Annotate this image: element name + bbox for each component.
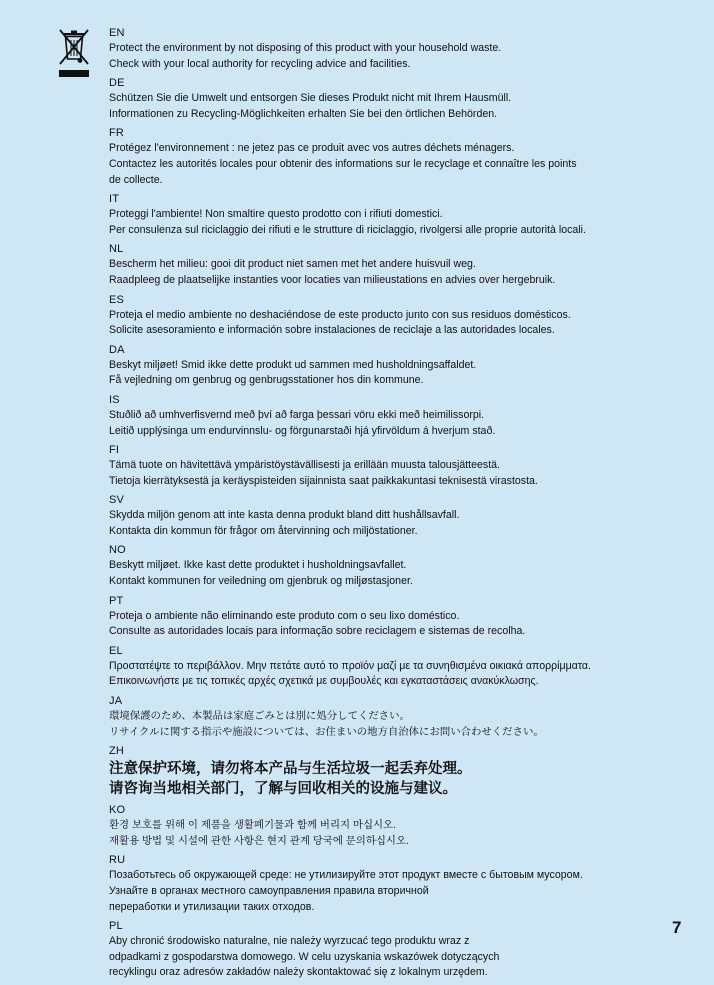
instruction-line: Solicite asesoramiento e información sobre instalaciones de reciclaje a las autoridades locales. <box>109 324 555 337</box>
instruction-line: Protégez l'environnement : ne jetez pas ce produit avec vos autres déchets ménagers. <box>109 142 515 155</box>
language-code: RU <box>109 854 126 867</box>
instruction-line: Beskyt miljøet! Smid ikke dette produkt ud sammen med husholdningsaffaldet. <box>109 358 477 371</box>
section-nl <box>109 242 699 288</box>
language-code: JA <box>109 695 123 708</box>
instruction-line: Proteggi l'ambiente! Non smaltire questo prodotto con i rifiuti domestici. <box>109 208 443 221</box>
section-fr <box>109 126 699 188</box>
section-da <box>109 343 699 389</box>
instruction-line: odpadkami z gospodarstwa domowego. W celu uzyskania wskazówek dotyczących <box>109 950 500 963</box>
language-code: KO <box>109 804 126 817</box>
instruction-line: Tietoja kierrätyksestä ja keräyspisteiden sijainnista saat paikkakuntasi teknisestä virastosta. <box>109 474 538 487</box>
instruction-line: Stuðlið að umhverfisvernd með því að farga þessari vöru ekki með heimilissorpi. <box>109 408 485 421</box>
language-code: FR <box>109 127 125 140</box>
language-code: IT <box>109 193 120 206</box>
instruction-line: Raadpleeg de plaatselijke instanties voor locaties van milieustations en advies over hergebruik. <box>109 273 556 286</box>
instruction-line: Check with your local authority for recycling advice and facilities. <box>109 57 411 70</box>
instruction-line: Προστατέψτε το περιβάλλον. Μην πετάτε αυτό το προϊόν μαζί με τα συνηθισμένα οικιακά απορρίμματα. <box>109 659 591 672</box>
section-ko <box>109 803 699 849</box>
instruction-line: Kontakt kommunen for veiledning om gjenbruk og miljøstasjoner. <box>109 575 413 588</box>
section-en <box>109 26 699 72</box>
language-code: DA <box>109 343 125 356</box>
instruction-line: 環境保護のため、本製品は家庭ごみとは別に処分してください。 <box>109 711 410 723</box>
language-code: NL <box>109 243 124 256</box>
page-number: 7 <box>672 918 682 937</box>
instruction-line: recyklingu oraz adresów zakładów należy skontaktować się z lokalnym urzędem. <box>109 966 488 979</box>
instruction-line: Contactez les autorités locales pour obtenir des informations sur le recyclage et connaître les points <box>109 157 577 170</box>
language-code: NO <box>109 544 126 557</box>
crossed-out-wheeled-bin-icon <box>56 28 92 78</box>
section-pt <box>109 594 699 640</box>
instruction-line: переработки и утилизации таких отходов. <box>109 900 315 913</box>
instruction-line: Beskytt miljøet. Ikke kast dette produktet i husholdningsavfallet. <box>109 559 407 572</box>
section-ru <box>109 853 699 915</box>
language-code: ES <box>109 293 125 306</box>
section-el <box>109 644 699 690</box>
language-code: EL <box>109 644 123 657</box>
section-sv <box>109 493 699 539</box>
section-fi <box>109 443 699 489</box>
language-code: DE <box>109 77 125 90</box>
language-code: IS <box>109 393 120 406</box>
section-es <box>109 293 699 339</box>
instruction-line: Επικοινωνήστε με τις τοπικές αρχές σχετικά με συμβουλές και εγκαταστάσεις ανακύκλωσης. <box>109 675 539 688</box>
instruction-line: 注意保护环境，请勿将本产品与生活垃圾一起丢弃处理。 <box>109 761 472 778</box>
instruction-line: 请咨询当地相关部门，了解与回收相关的设施与建议。 <box>109 781 457 798</box>
section-no <box>109 543 699 589</box>
disposal-instructions <box>109 26 699 985</box>
instruction-line: de collecte. <box>109 173 163 186</box>
instruction-line: Kontakta din kommun för frågor om återvinning och miljöstationer. <box>109 524 418 537</box>
instruction-line: Informationen zu Recycling-Möglichkeiten erhalten Sie bei den örtlichen Behörden. <box>109 107 498 120</box>
instruction-line: Leitið upplýsinga um endurvinnslu- og förgunarstaði hjá yfirvöldum á hverjum stað. <box>109 424 496 437</box>
language-code: EN <box>109 27 125 39</box>
section-zh <box>109 744 699 799</box>
instruction-line: Få vejledning om genbrug og genbrugsstationer hos din kommune. <box>109 374 424 387</box>
instruction-line: Aby chronić środowisko naturalne, nie należy wyrzucać tego produktu wraz z <box>109 935 470 948</box>
section-is <box>109 393 699 439</box>
instruction-line: Bescherm het milieu: gooi dit product niet samen met het andere huisvuil weg. <box>109 258 476 271</box>
instruction-line: Tämä tuote on hävitettävä ympäristöystävällisesti ja erillään muusta talousjätteestä. <box>109 459 500 472</box>
language-code: PT <box>109 594 124 607</box>
section-de <box>109 76 699 122</box>
instruction-line: 환경 보호를 위해 이 제품을 생활폐기물과 함께 버리지 마십시오. <box>109 820 396 832</box>
instruction-line: Позаботьтесь об окружающей среде: не утилизируйте этот продукт вместе с бытовым мусором. <box>109 869 583 882</box>
instruction-line: 재활용 방법 및 시설에 관한 사항은 현지 관계 당국에 문의하십시오. <box>109 835 409 847</box>
section-pl <box>109 919 699 981</box>
instruction-line: Schützen Sie die Umwelt und entsorgen Sie dieses Produkt nicht mit Ihrem Hausmüll. <box>109 92 512 105</box>
section-it <box>109 192 699 238</box>
instruction-line: Consulte as autoridades locais para informação sobre reciclagem e sistemas de recolha. <box>109 625 526 638</box>
instruction-line: Proteja el medio ambiente no deshaciéndose de este producto junto con sus residuos domésticos. <box>109 308 571 321</box>
language-code: PL <box>109 920 123 933</box>
instruction-line: Узнайте в органах местного самоуправления правила вторичной <box>109 885 429 897</box>
section-ja <box>109 694 699 740</box>
instruction-line: Skydda miljön genom att inte kasta denna produkt bland ditt hushållsavfall. <box>109 509 460 522</box>
instruction-line: Proteja o ambiente não eliminando este produto com o seu lixo doméstico. <box>109 609 460 622</box>
language-code: SV <box>109 494 125 507</box>
instruction-line: Per consulenza sul riciclaggio dei rifiuti e le strutture di riciclaggio, rivolgersi alle proprie autorità locali. <box>109 223 586 236</box>
instruction-line: Protect the environment by not disposing of this product with your household waste. <box>109 42 502 54</box>
instruction-line: リサイクルに関する指示や施設については、お住まいの地方自治体にお問い合わせください。 <box>109 726 544 738</box>
language-code: FI <box>109 444 120 457</box>
language-code: ZH <box>109 745 125 758</box>
